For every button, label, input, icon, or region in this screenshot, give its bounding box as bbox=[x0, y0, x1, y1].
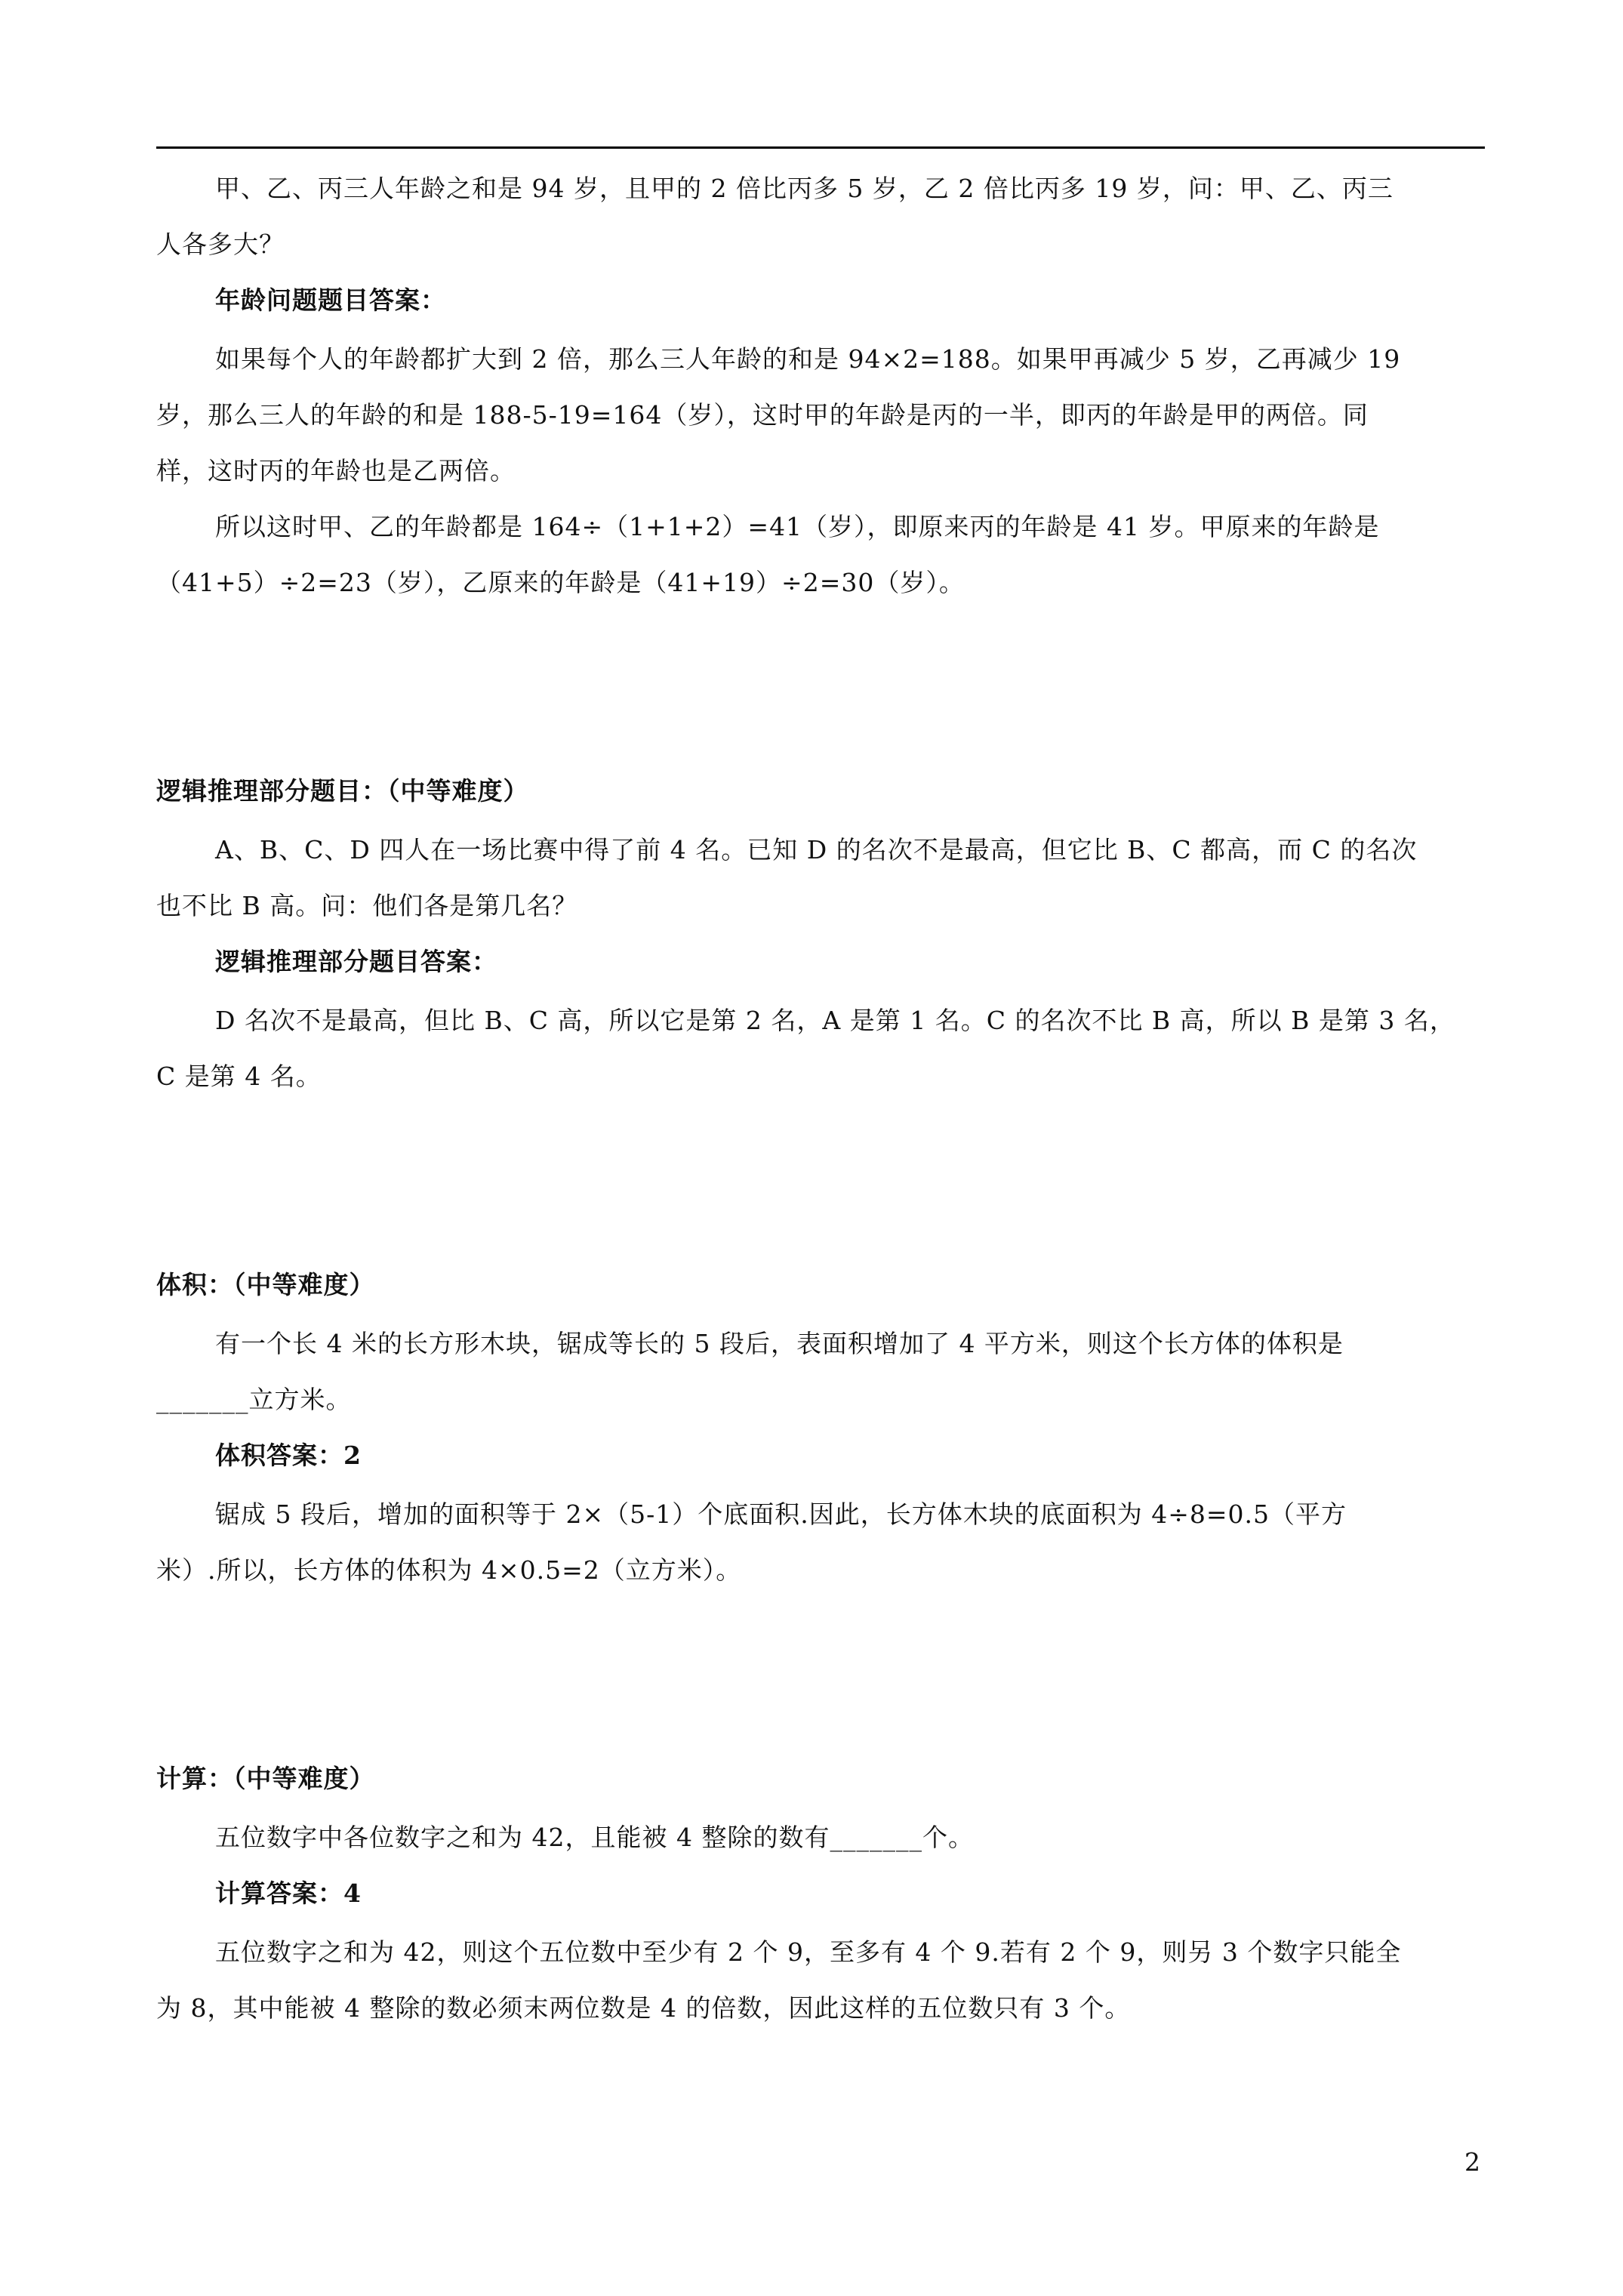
calc-heading: 计算：（中等难度） bbox=[156, 1764, 375, 1793]
header-rule bbox=[156, 146, 1485, 149]
age-answer-line-2: 岁，那么三人的年龄的和是 188-5-19=164（岁），这时甲的年龄是丙的一半，即丙的年龄是甲的两倍。同 bbox=[156, 400, 1369, 430]
volume-answer-line-1: 锯成 5 段后，增加的面积等于 2×（5-1）个底面积.因此，长方体木块的底面积为 4÷8=0.5（平方 bbox=[215, 1499, 1347, 1529]
volume-answer-line-2: 米）.所以，长方体的体积为 4×0.5=2（立方米）。 bbox=[156, 1555, 742, 1585]
calc-question-line-1: 五位数字中各位数字之和为 42，且能被 4 整除的数有_______个。 bbox=[215, 1823, 974, 1852]
calc-answer-line-2: 为 8，其中能被 4 整除的数必须末两位数是 4 的倍数，因此这样的五位数只有 3 个。 bbox=[156, 1993, 1131, 2023]
volume-answer-heading: 体积答案：2 bbox=[215, 1441, 362, 1470]
age-question-line-1: 甲、乙、丙三人年龄之和是 94 岁，且甲的 2 倍比丙多 5 岁，乙 2 倍比丙多 19 岁，问：甲、乙、丙三 bbox=[215, 174, 1394, 203]
age-answer-line-5: （41+5）÷2=23（岁），乙原来的年龄是（41+19）÷2=30（岁）。 bbox=[156, 568, 965, 597]
age-answer-line-4: 所以这时甲、乙的年龄都是 164÷（1+1+2）=41（岁），即原来丙的年龄是 41 岁。甲原来的年龄是 bbox=[215, 512, 1380, 541]
logic-question-line-1: A、B、C、D 四人在一场比赛中得了前 4 名。已知 D 的名次不是最高，但它比 B、C 都高，而 C 的名次 bbox=[215, 835, 1418, 864]
volume-question-line-2: _______立方米。 bbox=[156, 1385, 352, 1414]
logic-answer-line-1: D 名次不是最高，但比 B、C 高，所以它是第 2 名，A 是第 1 名。C 的名次不比 B 高，所以 B 是第 3 名， bbox=[215, 1006, 1455, 1035]
logic-question-line-2: 也不比 B 高。问：他们各是第几名？ bbox=[156, 891, 578, 920]
age-answer-line-1: 如果每个人的年龄都扩大到 2 倍，那么三人年龄的和是 94×2=188。如果甲再减少 5 岁，乙再减少 19 bbox=[215, 344, 1401, 374]
calc-answer-line-1: 五位数字之和为 42，则这个五位数中至少有 2 个 9，至多有 4 个 9.若有 2 个 9，则另 3 个数字只能全 bbox=[215, 1937, 1402, 1967]
logic-answer-heading: 逻辑推理部分题目答案： bbox=[215, 947, 497, 976]
logic-answer-line-2: C 是第 4 名。 bbox=[156, 1062, 322, 1091]
volume-question-line-1: 有一个长 4 米的长方形木块，锯成等长的 5 段后，表面积增加了 4 平方米，则这个长方体的体积是 bbox=[215, 1329, 1344, 1358]
age-question-line-2: 人各多大？ bbox=[156, 230, 285, 259]
page-number: 2 bbox=[1464, 2147, 1480, 2177]
calc-answer-heading: 计算答案：4 bbox=[215, 1878, 362, 1908]
age-answer-heading: 年龄问题题目答案： bbox=[215, 285, 446, 315]
age-answer-line-3: 样，这时丙的年龄也是乙两倍。 bbox=[156, 456, 516, 485]
volume-heading: 体积：（中等难度） bbox=[156, 1270, 375, 1299]
logic-heading: 逻辑推理部分题目：（中等难度） bbox=[156, 776, 529, 806]
